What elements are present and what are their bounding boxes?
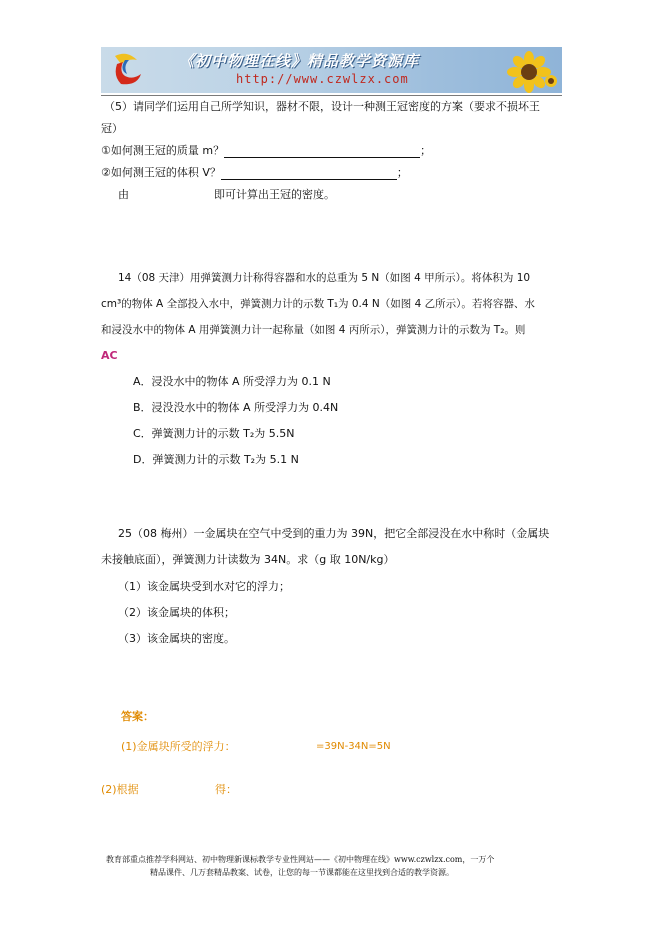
- q5-item1-end: ；: [420, 144, 432, 157]
- q5-item2-blank[interactable]: [221, 168, 397, 180]
- header-banner: [101, 47, 562, 93]
- q5-item1: [101, 144, 431, 158]
- q5-item2-label: ②如何测王冠的体积 V？: [101, 166, 221, 179]
- answer-heading: 答案：: [121, 710, 154, 723]
- q5-conclusion-suffix: 即可计算出王冠的密度。: [214, 188, 335, 201]
- q25-sub-3: （3）该金属块的密度。: [118, 632, 235, 645]
- q14-answer: AC: [101, 349, 118, 362]
- answer-line1-value: =39N-34N=5N: [316, 741, 391, 752]
- q14-option-b: B．浸没没水中的物体 A 所受浮力为 0.4N: [133, 401, 339, 414]
- header-title: 《初中物理在线》精品教学资源库: [179, 52, 420, 70]
- footer-line2: 精品课件、几万套精品教案、试卷，让您的每一节课都能在这里找到合适的教学资源。: [150, 868, 454, 877]
- q25-text-line1: 25（08 梅州）一金属块在空气中受到的重力为 39N，把它全部浸没在水中称时（金属块: [118, 527, 550, 540]
- q14-option-c: C．弹簧测力计的示数 T₂为 5.5N: [133, 427, 295, 440]
- q5-conclusion-prefix: 由: [118, 188, 129, 201]
- q14-option-a: A．浸没水中的物体 A 所受浮力为 0.1 N: [133, 375, 331, 388]
- header-url[interactable]: http://www.czwlzx.com: [236, 72, 409, 86]
- q5-item2: [101, 166, 408, 180]
- q5-item1-blank[interactable]: [224, 146, 420, 158]
- answer-line2-suffix: 得：: [215, 783, 237, 796]
- q25-sub-1: （1）该金属块受到水对它的浮力；: [118, 580, 290, 593]
- logo-icon: [107, 50, 147, 90]
- q14-text-line3: 和浸没水中的物体 A 用弹簧测力计一起称量（如图 4 丙所示），弹簧测力计的示数为 T₂。则: [101, 324, 526, 336]
- answer-line1-label: (1)金属块所受的浮力：: [121, 740, 236, 753]
- q14-text-line1: 14（08 天津）用弹簧测力计称得容器和水的总重为 5 N（如图 4 甲所示）。将体积为 10: [118, 272, 531, 284]
- footer-line1: 教育部重点推荐学科网站、初中物理新课标教学专业性网站——《初中物理在线》www.czwlzx.com，一万个: [106, 855, 495, 864]
- q25-sub-2: （2）该金属块的体积；: [118, 606, 235, 619]
- q5-item1-label: ①如何测王冠的质量 m？: [101, 144, 225, 157]
- header-divider: [101, 95, 562, 96]
- q25-text-line2: 未接触底面），弹簧测力计读数为 34N。求（g 取 10N/kg）: [101, 553, 395, 566]
- q5-item2-end: ；: [396, 166, 408, 179]
- q5-text-line2: 冠）: [101, 122, 123, 135]
- answer-line2-label: (2)根据: [101, 783, 139, 796]
- q14-text-line2: cm³的物体 A 全部投入水中，弹簧测力计的示数 T₁为 0.4 N（如图 4 乙所示）。若将容器、水: [101, 298, 535, 310]
- q5-text-line1: （5）请同学们运用自己所学知识，器材不限，设计一种测王冠密度的方案（要求不损坏王: [104, 100, 540, 113]
- sunflower-icon: [499, 51, 559, 93]
- q14-option-d: D．弹簧测力计的示数 T₂为 5.1 N: [133, 453, 299, 466]
